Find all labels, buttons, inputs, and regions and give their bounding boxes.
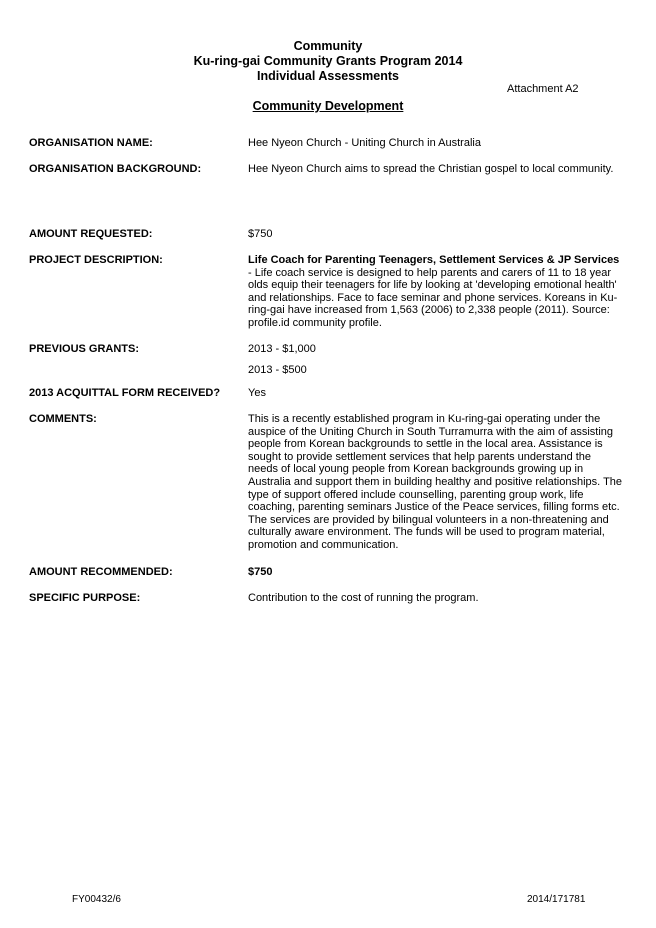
organisation-name-label: ORGANISATION NAME:: [29, 137, 153, 149]
amount-requested-value: $750: [248, 228, 273, 240]
attachment-label: Attachment A2: [507, 83, 579, 95]
specific-purpose-label: SPECIFIC PURPOSE:: [29, 592, 141, 604]
project-description-label: PROJECT DESCRIPTION:: [29, 254, 163, 266]
project-description-value: [248, 254, 623, 330]
specific-purpose-value: Contribution to the cost of running the program.: [248, 592, 479, 604]
previous-grant-item: 2013 - $1,000: [248, 343, 316, 355]
header-line-3: Individual Assessments: [257, 69, 399, 83]
acquittal-label: 2013 ACQUITTAL FORM RECEIVED?: [29, 387, 221, 399]
organisation-background-label: ORGANISATION BACKGROUND:: [29, 163, 202, 175]
header-line-1: Community: [293, 39, 363, 53]
comments-value: This is a recently established program in Ku-ring-gai operating under the auspice of the Uniting Church in South Turramurra with the aim of assisting people from Korean backgrounds to settle in the local area. Assistance is sought to provide settlement services that help parents understand the needs of local young people from Korean backgrounds growing up in Australia and support them in building healthy and positive relationships. The type of support offered include counselling, parenting group work, life coaching, parenting seminars Justice of the Peace services, filling forms etc. The services are provided by bilingual volunteers in a non-threatening and culturally aware environment. The funds will be used to program material, promotion and communication.: [248, 413, 623, 551]
acquittal-value: Yes: [248, 387, 266, 399]
section-title: Community Development: [252, 99, 404, 113]
amount-recommended-label: AMOUNT RECOMMENDED:: [29, 566, 173, 578]
organisation-name-value: Hee Nyeon Church - Uniting Church in Australia: [248, 137, 481, 149]
project-description-body: - Life coach service is designed to help parents and carers of 11 to 18 year olds equip their teenagers for life by looking at 'developing emotional health' and relationships. Face to face seminar and phone services. Koreans in Ku-ring-gai have increased from 1,563 (2006) to 2,338 people (2011). Source: profile.id community profile.: [248, 266, 618, 329]
project-title: Life Coach for Parenting Teenagers, Settlement Services & JP Services: [248, 254, 620, 266]
amount-recommended-value: $750: [248, 566, 273, 578]
document-header: [0, 39, 656, 84]
organisation-background-value: Hee Nyeon Church aims to spread the Christian gospel to local community.: [248, 163, 614, 175]
previous-grants-list: [248, 343, 623, 376]
footer-file-reference: FY00432/6: [72, 894, 121, 905]
previous-grant-item: 2013 - $500: [248, 363, 307, 376]
amount-requested-label: AMOUNT REQUESTED:: [29, 228, 153, 240]
footer-document-reference: 2014/171781: [527, 894, 586, 905]
header-line-2: Ku-ring-gai Community Grants Program 2014: [193, 54, 463, 68]
previous-grants-label: PREVIOUS GRANTS:: [29, 343, 140, 355]
comments-label: COMMENTS:: [29, 413, 97, 425]
